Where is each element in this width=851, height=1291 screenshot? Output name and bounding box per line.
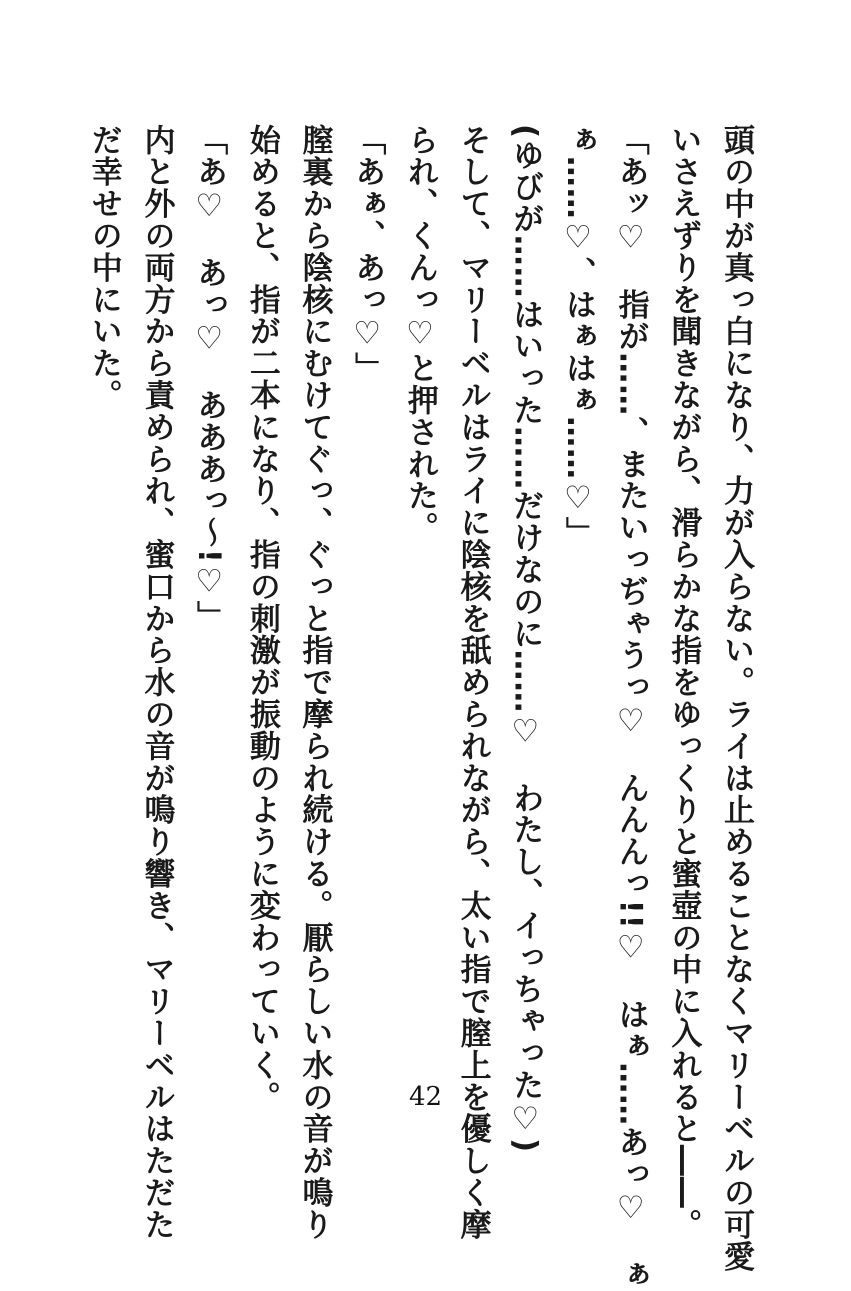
text-column: いさえずりを聞きながら、滑らかな指をゆっくりと蜜壺の中に入れると――。 <box>665 124 702 1241</box>
text-column: そして、マリーベルはライに陰核を舐められながら、太い指で膣上を優しく摩 <box>454 124 491 1241</box>
text-column: 頭の中が真っ白になり、力が入らない。ライは止めることなくマリーベルの可愛 <box>718 124 754 1273</box>
page-number: 42 <box>408 1082 443 1112</box>
text-column: 「あッ♡ 指が……、またいっぢゃうっ♡ んんんっ!!♡ はぁ……あっ♡ ぁ <box>612 124 649 1291</box>
text-column: 内と外の両方から責められ、蜜口から水の音が鳴り響き、マリーベルはただた <box>138 124 175 1241</box>
text-column: られ、くんっ♡と押された。 <box>401 124 438 544</box>
text-column: 「あ♡ あっ♡ あああっ～!♡」 <box>191 124 228 633</box>
text-column: ぁ……♡、はぁはぁ……♡」 <box>559 124 596 549</box>
text-column: 「あぁ、あっ♡」 <box>349 124 386 385</box>
text-column: 膣裏から陰核にむけてぐっ、ぐっと指で摩られ続ける。厭らしい水の音が鳴り <box>296 124 333 1241</box>
text-column: 始めると、指が二本になり、指の刺激が振動のように変わっていく。 <box>243 124 280 1113</box>
text-column: だ幸せの中にいた。 <box>85 124 122 412</box>
text-column: (ゆびが……はいった……だけなのに……♡ わたし、イっちゃった♡) <box>507 124 544 1154</box>
